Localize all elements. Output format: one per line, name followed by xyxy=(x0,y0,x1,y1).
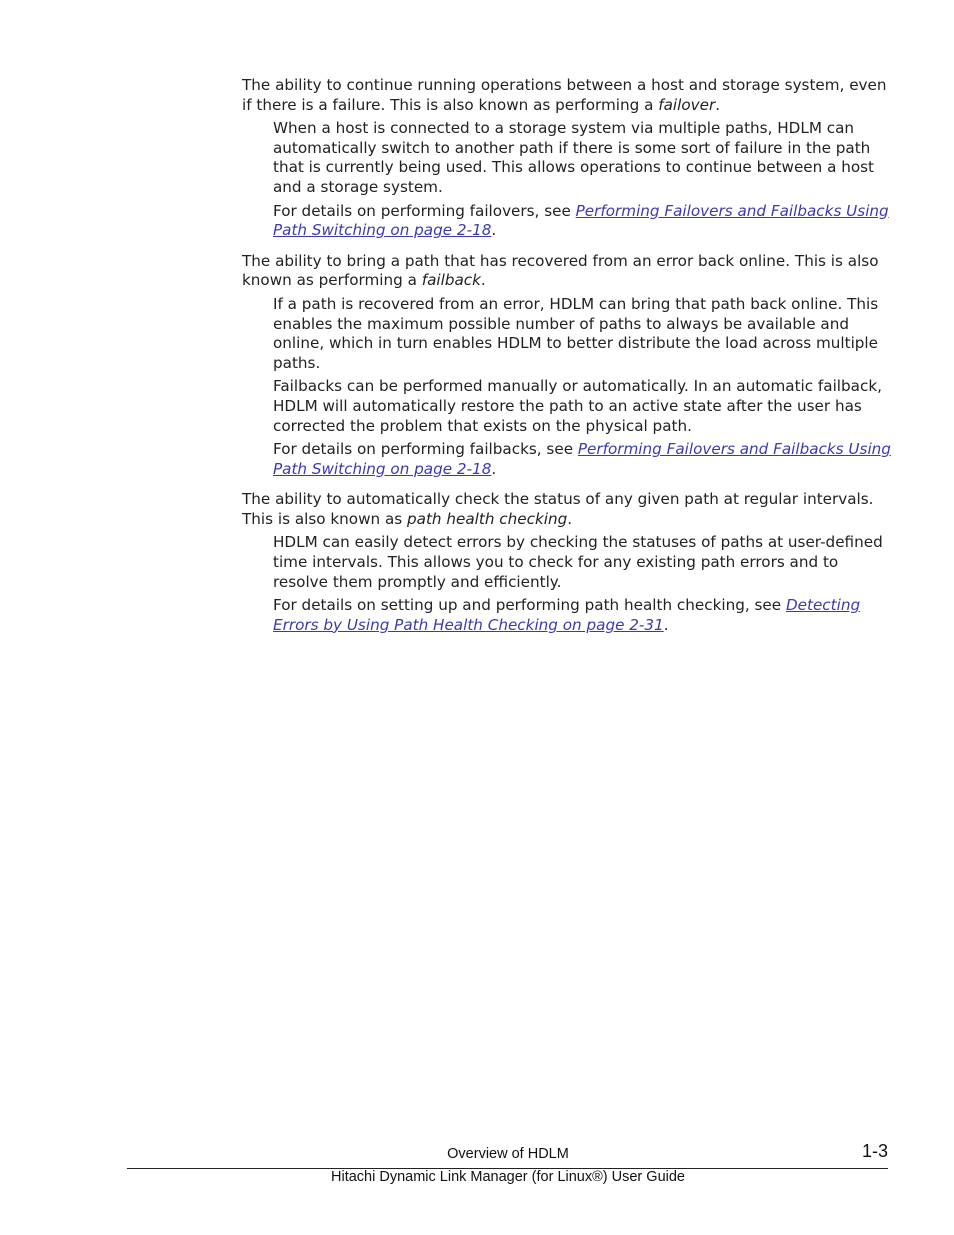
cross-reference-link[interactable]: Performing Failovers and Failbacks Using Path Switching on page 2-18 xyxy=(273,201,889,240)
term: failover xyxy=(658,95,716,114)
body-paragraph: HDLM can easily detect errors by checking the statuses of paths at user-defined time intervals. This allows you to check for any existing path errors and to resolve them promptly and efficiently. xyxy=(273,533,883,591)
footer-chapter-title: Overview of HDLM xyxy=(447,1146,569,1162)
lead-paragraph: The ability to continue running operations between a host and storage system, even if there is a failure. This is also known as performing a failover. xyxy=(242,76,887,114)
page-number: 1-3 xyxy=(861,1141,888,1161)
section-failback xyxy=(242,252,892,480)
lead-paragraph: The ability to bring a path that has recovered from an error back online. This is also known as performing a failback. xyxy=(242,251,879,290)
reference-paragraph: For details on setting up and performing path health checking, see Detecting Errors by Using Path Health Checking on page 2-31. xyxy=(273,596,861,634)
footer-guide-title: Hitachi Dynamic Link Manager (for Linux®) User Guide xyxy=(331,1169,685,1185)
term: path health checking xyxy=(407,509,568,528)
body-paragraph: When a host is connected to a storage system via multiple paths, HDLM can automatically switch to another path if there is some sort of failure in the path that is currently being used. This allows operations to continue between a host and a storage system. xyxy=(273,119,875,196)
section-path-health-checking xyxy=(242,490,892,635)
body-paragraph: If a path is recovered from an error, HDLM can bring that path back online. This enables the maximum possible number of paths to always be available and online, which in turn enables HDLM to better distribute the load across multiple paths. xyxy=(273,294,879,372)
main-content xyxy=(242,76,892,646)
section-failover xyxy=(242,76,892,241)
term: failback xyxy=(421,271,481,290)
reference-paragraph: For details on performing failbacks, see Performing Failovers and Failbacks Using Path Switching on page 2-18. xyxy=(273,440,891,478)
cross-reference-link[interactable]: Performing Failovers and Failbacks Using Path Switching on page 2-18 xyxy=(273,440,891,478)
reference-paragraph: For details on performing failovers, see Performing Failovers and Failbacks Using Path Switching on page 2-18. xyxy=(273,201,889,240)
lead-paragraph: The ability to automatically check the status of any given path at regular intervals. This is also known as path health checking. xyxy=(242,490,874,528)
body-paragraph: Failbacks can be performed manually or automatically. In an automatic failback, HDLM will automatically restore the path to an active state after the user has corrected the problem that exists on the physical path. xyxy=(273,377,882,435)
cross-reference-link[interactable]: Detecting Errors by Using Path Health Checking on page 2-31 xyxy=(273,596,861,634)
